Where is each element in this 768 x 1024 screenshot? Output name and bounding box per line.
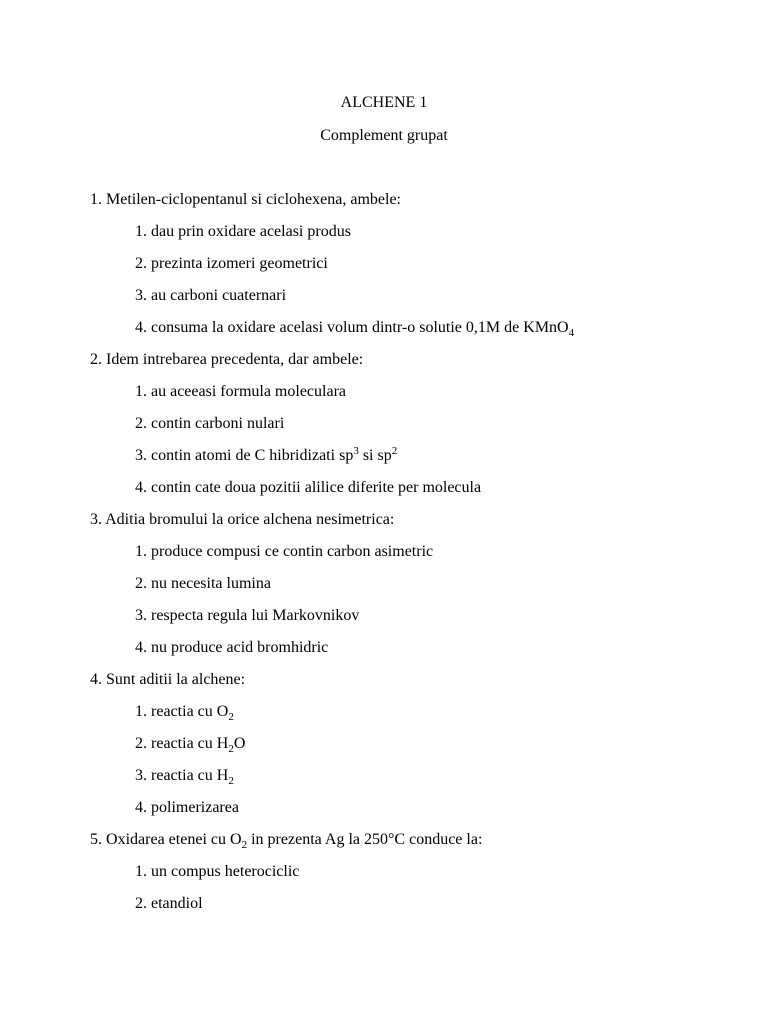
question-1-stem: 1. Metilen-ciclopentanul si ciclohexena, ambele: [90,191,401,208]
question-4-option-1: 1. reactia cu $O_2$ [135,703,234,723]
question-4-option-3: 3. reactia cu $H_2$ [135,767,234,787]
question-1-option-1: 1. dau prin oxidare acelasi produs [135,223,351,240]
question-2-option-2: 2. contin carboni nulari [135,415,285,432]
question-5-option-1: 1. un compus heterociclic [135,863,300,880]
question-4-option-2: 2. reactia cu $H_2O$ [135,735,246,755]
question-5-option-2: 2. etandiol [135,895,203,912]
question-3-stem: 3. Aditia bromului la orice alchena nesimetrica: [90,511,395,528]
question-1-option-3: 3. au carboni cuaternari [135,287,287,304]
document-subtitle: Complement grupat [320,127,448,144]
question-2-option-1: 1. au aceeasi formula moleculara [135,383,346,400]
question-4-stem: 4. Sunt aditii la alchene: [90,671,246,688]
question-1-option-2: 2. prezinta izomeri geometrici [135,255,328,272]
question-2-option-3: 3. contin atomi de C hibridizati $sp^3$ si $sp^2$ [135,445,398,464]
question-5-stem: 5. Oxidarea etenei cu $O_2$ in prezenta Ag la 250°C conduce la: [90,831,483,851]
question-3-option-2: 2. nu necesita lumina [135,575,271,592]
question-2-stem: 2. Idem intrebarea precedenta, dar ambele: [90,351,364,368]
question-3-option-1: 1. produce compusi ce contin carbon asimetric [135,543,434,560]
question-3-option-3: 3. respecta regula lui Markovnikov [135,607,360,624]
question-1-option-4: 4. consuma la oxidare acelasi volum dintr-o solutie 0,1M de KMnO$_4$ [135,319,575,339]
question-3-option-4: 4. nu produce acid bromhidric [135,639,329,656]
question-4-option-4: 4. polimerizarea [135,799,239,816]
question-2-option-4: 4. contin cate doua pozitii alilice diferite per molecula [135,479,482,496]
document-title: ALCHENE 1 [340,94,428,111]
